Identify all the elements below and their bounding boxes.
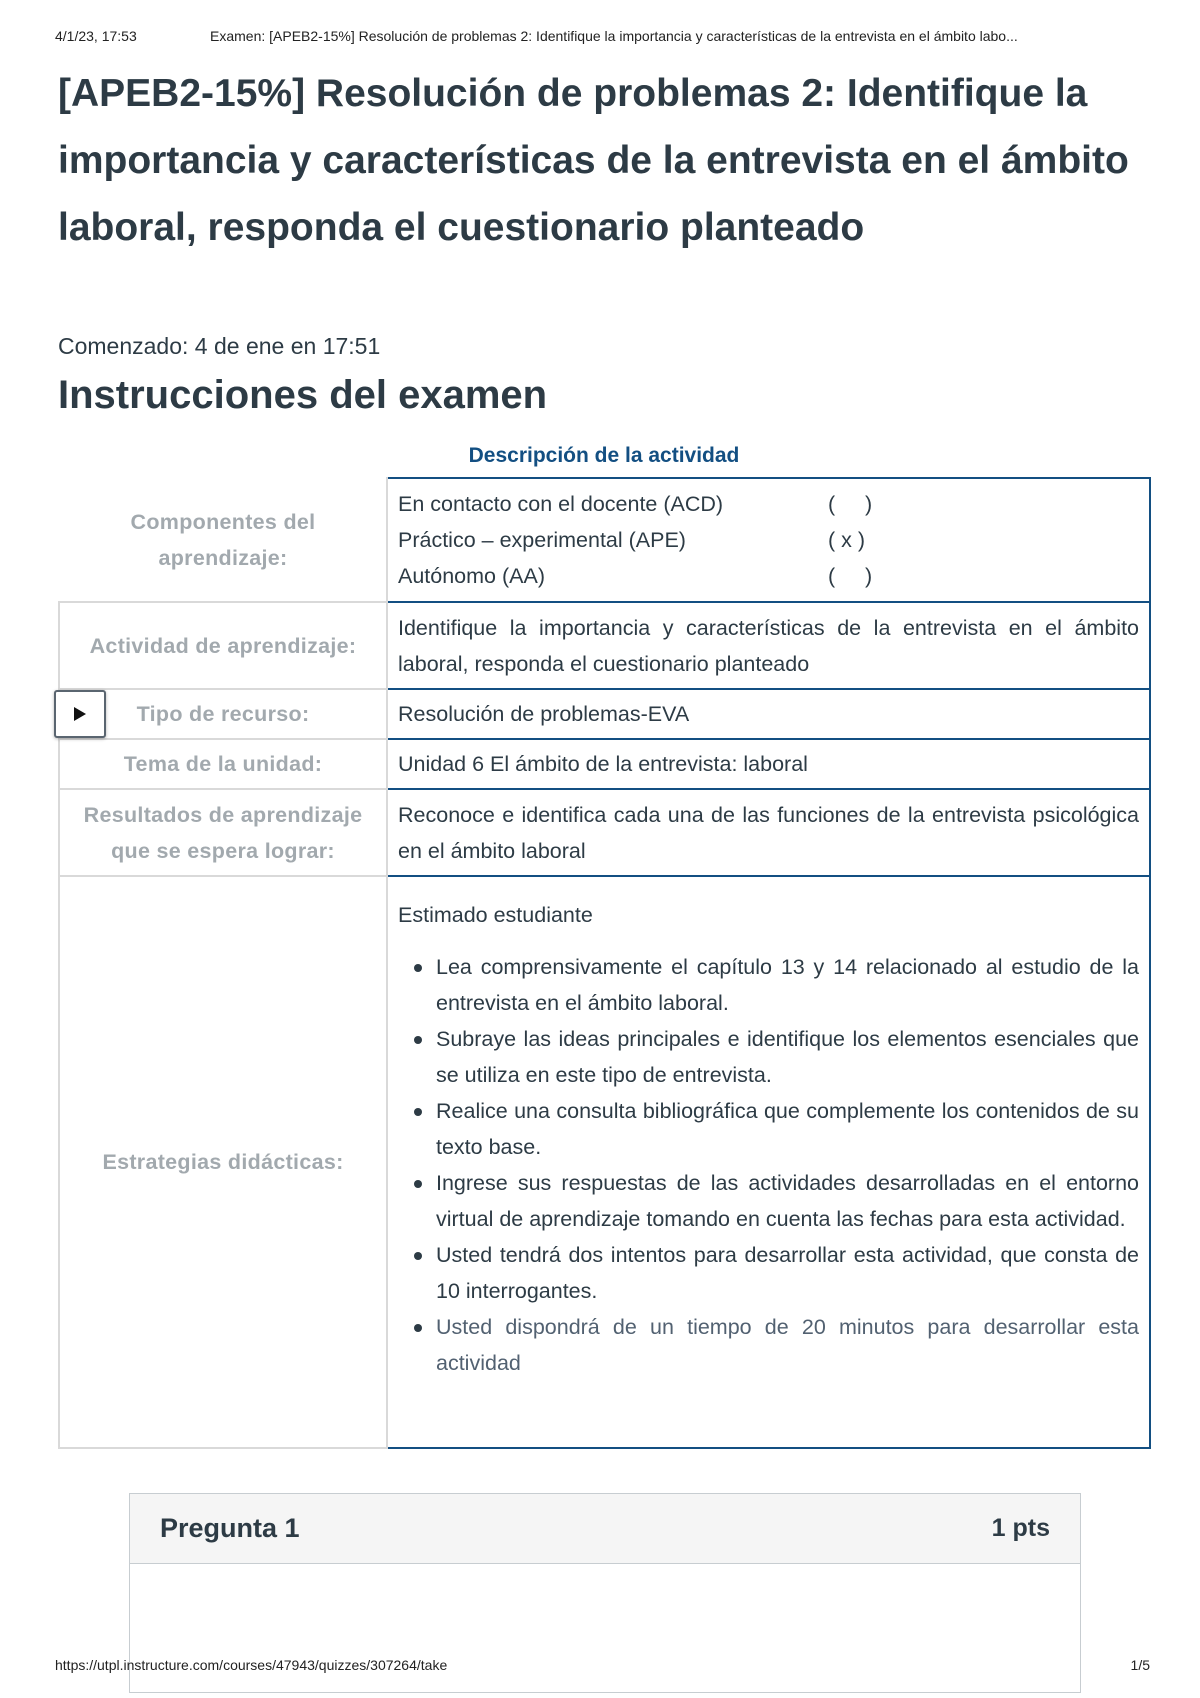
activity-value: Identifique la importancia y características de la entrevista en el ámbito laboral, responda el cuestionario planteado	[387, 602, 1150, 689]
strategy-text: Lea comprensivamente el capítulo 13 y 14 relacionado al estudio de la entrevista en el ámbito laboral.	[436, 955, 1139, 1015]
component-mark: ( x )	[828, 528, 866, 552]
resource-type-value: Resolución de problemas-EVA	[387, 689, 1150, 739]
strategy-text: Usted dispondrá de un tiempo de 20 minutos para desarrollar esta actividad	[436, 1315, 1139, 1375]
row-resource-type	[59, 689, 1150, 739]
list-item	[398, 949, 1139, 1021]
row-learning-results	[59, 789, 1150, 876]
bullet-icon	[414, 964, 422, 972]
learning-results-value: Reconoce e identifica cada una de las funciones de la entrevista psicológica en el ámbito laboral	[387, 789, 1150, 876]
component-mark: ( )	[828, 564, 873, 588]
play-button[interactable]	[54, 690, 106, 738]
list-item	[398, 1093, 1139, 1165]
list-item	[398, 1309, 1139, 1381]
component-name: Práctico – experimental (APE)	[398, 528, 686, 552]
component-mark: ( )	[828, 492, 873, 516]
strategy-text: Subraye las ideas principales e identifique los elementos esenciales que se utiliza en este tipo de entrevista.	[436, 1027, 1139, 1087]
list-item	[398, 1021, 1139, 1093]
strategy-text: Usted tendrá dos intentos para desarrollar esta actividad, que consta de 10 interrogantes.	[436, 1243, 1139, 1303]
strategy-text: Ingrese sus respuestas de las actividades desarrolladas en el entorno virtual de aprendizaje tomando en cuenta las fechas para esta actividad.	[436, 1171, 1139, 1231]
component-name: Autónomo (AA)	[398, 564, 545, 588]
activity-label: Actividad de aprendizaje:	[59, 602, 387, 689]
strategy-text: Realice una consulta bibliográfica que complemente los contenidos de su texto base.	[436, 1099, 1139, 1159]
resource-type-cell	[59, 689, 387, 739]
print-page-number: 1/5	[1130, 1657, 1150, 1673]
learning-results-label: Resultados de aprendizaje que se espera lograr:	[59, 789, 387, 876]
print-document-title: Examen: [APEB2-15%] Resolución de problemas 2: Identifique la importancia y características de la entrevista en el ámbito labo...	[210, 28, 1018, 44]
bullet-icon	[414, 1036, 422, 1044]
instructions-heading: Instrucciones del examen	[58, 373, 548, 417]
unit-topic-value: Unidad 6 El ámbito de la entrevista: laboral	[387, 739, 1150, 789]
component-item	[398, 522, 1139, 558]
bullet-icon	[414, 1180, 422, 1188]
print-timestamp: 4/1/23, 17:53	[55, 28, 137, 44]
component-item	[398, 558, 1139, 594]
unit-topic-label: Tema de la unidad:	[59, 739, 387, 789]
resource-type-label: Tipo de recurso:	[136, 702, 310, 726]
strategies-list	[398, 949, 1139, 1381]
row-activity	[59, 602, 1150, 689]
list-item	[398, 1165, 1139, 1237]
strategies-label: Estrategias didácticas:	[59, 876, 387, 1448]
print-url: https://utpl.instructure.com/courses/47943/quizzes/307264/take	[55, 1657, 448, 1673]
question-title: Pregunta 1	[160, 1513, 300, 1543]
bullet-icon	[414, 1108, 422, 1116]
bullet-icon	[414, 1324, 422, 1332]
started-timestamp: Comenzado: 4 de ene en 17:51	[58, 333, 381, 359]
list-item	[398, 1237, 1139, 1309]
components-label: Componentes del aprendizaje:	[59, 478, 387, 602]
row-unit-topic	[59, 739, 1150, 789]
question-header	[130, 1494, 1080, 1564]
activity-description-table	[58, 477, 1151, 1449]
component-name: En contacto con el docente (ACD)	[398, 492, 724, 516]
bullet-icon	[414, 1252, 422, 1260]
activity-caption: Descripción de la actividad	[468, 444, 740, 467]
row-strategies	[59, 876, 1150, 1448]
question-points: 1 pts	[991, 1514, 1050, 1542]
components-value	[387, 478, 1150, 602]
print-footer	[55, 1657, 1150, 1673]
strategies-value	[387, 876, 1150, 1448]
component-item	[398, 486, 1139, 522]
greeting-text: Estimado estudiante	[398, 903, 593, 927]
page-title: [APEB2-15%] Resolución de problemas 2: Identifique la importancia y características de la entrevista en el ámbito laboral, responda el cuestionario planteado	[58, 72, 1129, 249]
play-icon	[73, 706, 87, 722]
print-header	[55, 28, 1160, 44]
row-components	[59, 478, 1150, 602]
